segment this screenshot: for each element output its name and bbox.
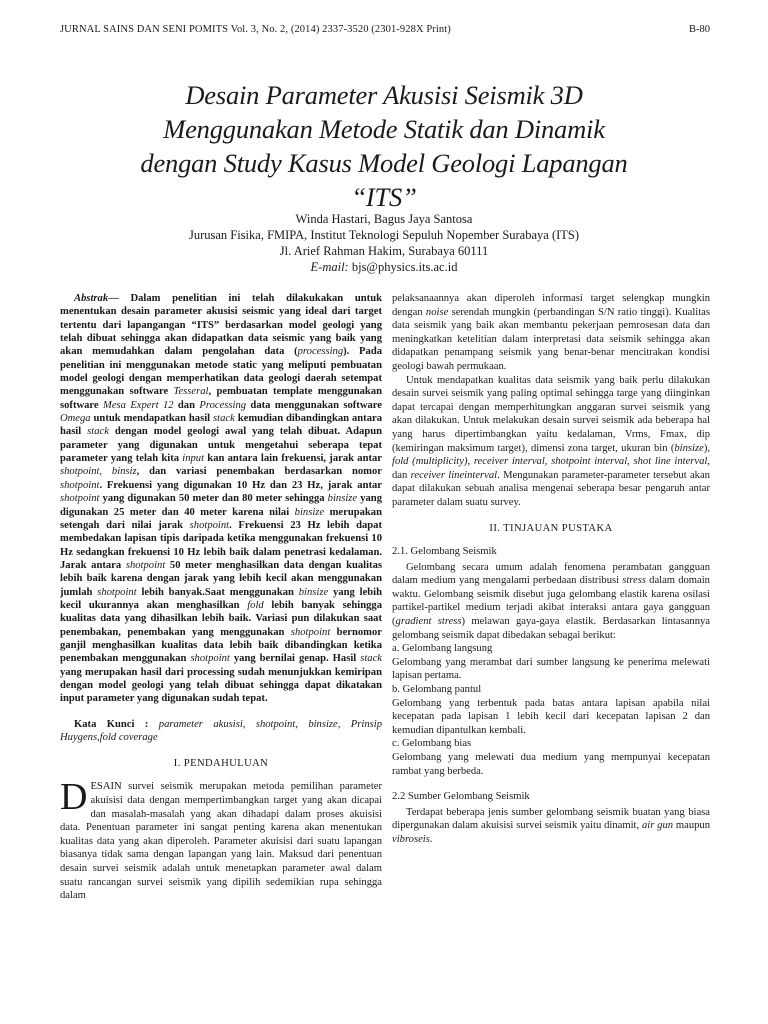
- body-paragraph: Untuk mendapatkan kualitas data seismik yang baik perlu dilakukan desain survei seismik yang paling optimal sehingga targe yang diinginkan dapat tercapai dengan memperhitungkan anggaran survei seismik yang akan dilakukan. Untuk melakukan desain survei seismik ada beberapa hal yang harus dipertimbangkan yaitu kedalaman, Vrms, Fmax, dip (kemiringan maksimum target), dimensi zona target, ukuran bin (binsize), fold (multiplicity), receiver interval, shotpoint interval, shot line interval, dan receiver lineinterval. Mengunakan parameter-parameter tersebut akan dapat dilakukan sebuah analisa mengenai seberapa besar pengaruh antar parameter dalam suatu survey.: [392, 374, 711, 508]
- list-item-text: Gelombang yang terbentuk pada batas antara lapisan apabila nilai kecepatan pada lapisan 1 lebih kecil dari kecepatan lapisan 2 dan kemudian dipantulkan kembali.: [392, 697, 710, 736]
- author-affiliation: Jurusan Fisika, FMIPA, Institut Teknologi Sepuluh Nopember Surabaya (ITS): [188, 228, 580, 242]
- intro-paragraph: DESAIN survei seismik merupakan metoda pemilihan parameter akuisisi data dengan mempertimbangkan target yang akan dicapai dan masalah-masalah yang akan dihadapi dalam proses akuisisi data. Penentuan parameter ini sangat penting karena akan menentukan kualitas data yang akan diperoleh. Parameter akuisisi dari suatu lapangan biasanya tidak sama dengan lapangan yang lain. Maksud dari penentuan desain survei seismik adalah untuk menetapkan parameter awal dalam suatu rancangan survei seismik yang dipilih sedemikian rupa sehingga dalam: [60, 776, 382, 902]
- title-line: “ITS”: [351, 182, 417, 212]
- subsection-heading-2-2: 2.2 Sumber Gelombang Seismik: [392, 791, 530, 803]
- page-number: B-80: [689, 24, 710, 35]
- left-column: [60, 292, 382, 903]
- author-email-line: [70, 259, 698, 275]
- keywords-label: Kata Kunci :: [74, 718, 149, 730]
- paper-title: [70, 78, 698, 214]
- body-paragraph: Gelombang secara umum adalah fenomena perambatan gangguan dalam medium yang mengalami perbedaan distribusi stress dalam domain waktu. Gelombang seismik disebut juga gelombang elastik karena osilasi partikel-partikel medium terjadi akibat interaksi antara gaya gangguan (gradient stress) melawan gaya-gaya elastik. Berdasarkan lintasannya gelombang seismik dapat dibedakan sebagai berikut:: [392, 561, 710, 641]
- section-heading-intro: I. PENDAHULUAN: [173, 757, 269, 769]
- keywords-text: parameter akusisi, shotpoint, binsize, Prinsip Huygens,fold coverage: [60, 718, 382, 744]
- list-item-label: c. Gelombang bias: [392, 738, 472, 750]
- keywords: [60, 718, 382, 745]
- list-item-label: b. Gelombang pantul: [392, 684, 482, 696]
- journal-header: JURNAL SAINS DAN SENI POMITS Vol. 3, No. 2, (2014) 2337-3520 (2301-928X Print): [60, 24, 451, 35]
- dropcap-letter: D: [60, 776, 88, 819]
- title-line: Menggunakan Metode Statik dan Dinamik: [163, 114, 605, 144]
- body-paragraph: Terdapat beberapa jenis sumber gelombang seismik buatan yang biasa dipergunakan dalam akuisisi survei seismik yaitu dinamit, air gun maupun vibroseis.: [392, 806, 711, 845]
- abstract: Abstrak— Dalam penelitian ini telah dilakukakan untuk menentukan desain parameter akusisi seismic yang ideal dari target tertentu dari lapangangan “ITS” berdasarkan model geologi yang telah dibuat sehingga akan didapatkan data seismic yang baik yang akan memudahkan dalam pengolahan data (processing). Pada penelitian ini menggunakan metode static yang meliputi pembuatan model geologi dengan memperhatikan data geologi daerah setempat menggunakan software Tesseral, pembuatan template menggunakan software Mesa Expert 12 dan Processing data menggunakan software Omega untuk mendapatkan hasil stack kemudian dibandingkan antara hasil stack dengan model geologi awal yang telah dibuat. Adapun parameter yang digunakan untuk mengetahui seberapa tepat parameter yang telah kita input kan antara lain frekuensi, jarak antar shotpoint, binsiz, dan variasi penembakan berdasarkan nomor shotpoint. Frekuensi yang digunakan 10 Hz dan 23 Hz, jarak antar shotpoint yang digunakan 50 meter dan 80 meter sehingga binsize yang digunakan 25 meter dan 40 meter karena nilai binsize merupakan setengah dari nilai jarak shotpoint. Frekuensi 23 Hz lebih dapat membedakan lapisan tipis daripada ketika menggunakan frekuensi 10 Hz sedangkan frekuensi 10 Hz lebih baik dalam penetrasi kedalaman. Jarak antara shotpoint 50 meter menghasilkan data dengan kualitas lebih baik karena dengan jarak yang lebih kecil akan menggunakan jumlah shotpoint lebih banyak.Saat menggunakan binsize yang lebih kecil ukurannya akan menghasilkan fold lebih banyak sehingga kualitas data yang dihasilkan lebih baik. Variasi pun dilakukan saat penembakan, penembakan yang menggunakan shotpoint bernomor ganjil menghasilkan kualitas data lebih baik dibandingkan ketika penembakan menggunakan shotpoint yang bernilai genap. Hasil stack yang merupakan hasil dari processing sudah menunjukkan kemiripan dengan model geologi yang telah dibuat sehingga dapat dikatakan input parameter yang digunakan sudah tepat.: [60, 293, 383, 705]
- author-address: Jl. Arief Rahman Hakim, Surabaya 60111: [279, 244, 489, 258]
- list-item-label: a. Gelombang langsung: [392, 643, 493, 655]
- right-column: [392, 292, 710, 847]
- author-block: [70, 211, 698, 275]
- email-label: E-mail:: [310, 260, 349, 274]
- title-line: dengan Study Kasus Model Geologi Lapangan: [140, 148, 628, 178]
- section-heading-tinjauan: II. TINJAUAN PUSTAKA: [489, 522, 613, 534]
- author-email[interactable]: bjs@physics.its.ac.id: [351, 260, 458, 274]
- body-paragraph: pelaksanaannya akan diperoleh informasi target selengkap mungkin dengan noise serendah mungkin (perbandingan S/N ratio tinggi). Kualitas data seismik yang baik akan membantu pekerjaan pemrosesan data dan meningkatkan ketelitian dalam interpretasi data seismik sehingga akan didapatkan penampang seismik yang benar-benar mencitrakan kondisi geologi bawah permukaan.: [392, 293, 710, 372]
- list-item-text: Gelombang yang merambat dari sumber langsung ke penerima melewati lapisan pertama.: [392, 656, 710, 682]
- abstract-label: Abstrak: [74, 293, 109, 304]
- subsection-heading-2-1: 2.1. Gelombang Seismik: [392, 546, 497, 558]
- list-item-text: Gelombang yang melewati dua medium yang mempunyai kecepatan rambat yang berbeda.: [392, 752, 710, 777]
- title-line: Desain Parameter Akusisi Seismik 3D: [185, 80, 583, 110]
- author-names: Winda Hastari, Bagus Jaya Santosa: [295, 212, 473, 226]
